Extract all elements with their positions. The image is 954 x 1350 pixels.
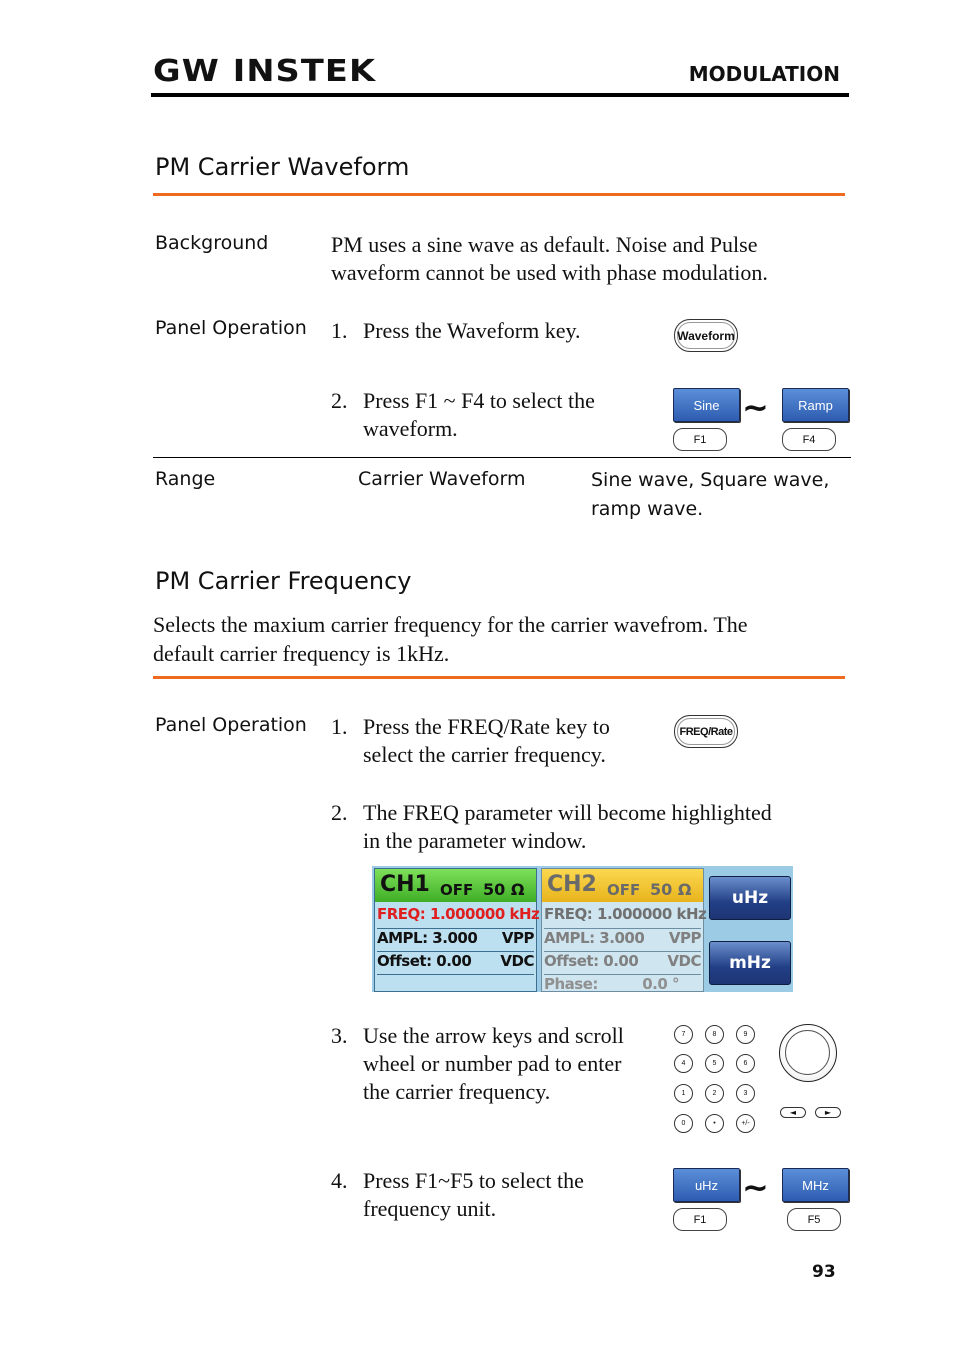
gw-instek-logo: GW INSTEK: [153, 54, 377, 89]
numpad-key-0[interactable]: 0: [674, 1114, 693, 1133]
ch1-header: [375, 869, 536, 902]
step-text: Press F1~F5 to select the: [363, 1168, 584, 1193]
numpad-key-sign[interactable]: +/-: [736, 1114, 755, 1133]
step-text: frequency unit.: [363, 1196, 497, 1221]
step-text: in the parameter window.: [363, 828, 587, 853]
step-text: waveform.: [363, 416, 458, 441]
range-value-line1: Sine wave, Square wave,: [591, 469, 830, 491]
range-value-line2: ramp wave.: [591, 498, 704, 520]
panel-operation-label: Panel Operation: [155, 317, 307, 339]
step-text: Press F1 ~ F4 to select the: [363, 388, 595, 413]
ch2-impedance: 50 Ω: [650, 880, 692, 899]
numpad-key-8[interactable]: 8: [705, 1025, 724, 1044]
step-number: 3.: [331, 1023, 348, 1048]
f1-key[interactable]: F1: [673, 428, 727, 451]
step-text: Press the FREQ/Rate key to: [363, 714, 610, 739]
ch2-label: CH2: [547, 872, 597, 897]
heading-rule: [153, 193, 845, 196]
heading-rule: [153, 676, 845, 679]
ch1-impedance: 50 Ω: [483, 880, 525, 899]
step-number: 1.: [331, 714, 348, 739]
section-heading-carrier-waveform: PM Carrier Waveform: [155, 153, 410, 181]
ch2-panel: [541, 868, 707, 993]
section-heading-carrier-frequency: PM Carrier Frequency: [155, 567, 412, 595]
step-number: 4.: [331, 1168, 348, 1193]
ch2-freq-row: FREQ: 1.000000 kHz: [544, 905, 707, 923]
ch2-ampl: AMPL: 3.000: [544, 929, 645, 947]
uhz-softkey[interactable]: uHz: [673, 1168, 740, 1202]
step-text: Press the Waveform key.: [363, 318, 581, 343]
ch2-ampl-unit: VPP: [668, 929, 701, 947]
numpad-key-3[interactable]: 3: [736, 1084, 755, 1103]
section-title: MODULATION: [688, 62, 840, 86]
mhz-softkey[interactable]: MHz: [782, 1168, 849, 1202]
step-number: 2.: [331, 388, 348, 413]
numpad-key-dot[interactable]: •: [705, 1114, 724, 1133]
panel-operation-label: Panel Operation: [155, 714, 307, 736]
right-arrow-key[interactable]: ►: [815, 1107, 841, 1118]
ch2-offset-row: [544, 951, 701, 974]
waveform-key[interactable]: Waveform: [674, 319, 738, 352]
scroll-wheel-inner: [785, 1030, 830, 1075]
ch2-offset-unit: VDC: [667, 952, 701, 970]
ch1-offset-unit: VDC: [500, 952, 534, 970]
intro-text-line1: Selects the maxium carrier frequency for the carrier wavefrom. The: [153, 612, 748, 637]
step-text: wheel or number pad to enter: [363, 1051, 622, 1076]
numpad-key-6[interactable]: 6: [736, 1054, 755, 1073]
f5-key[interactable]: F5: [787, 1208, 841, 1231]
ch2-header: [542, 869, 703, 902]
numpad-key-1[interactable]: 1: [674, 1084, 693, 1103]
f1-key[interactable]: F1: [673, 1208, 727, 1231]
background-text-line2: waveform cannot be used with phase modulation.: [331, 260, 768, 285]
ch2-phase: Phase:: [544, 975, 598, 993]
freq-rate-key[interactable]: FREQ/Rate: [674, 715, 738, 748]
intro-text-line2: default carrier frequency is 1kHz.: [153, 641, 450, 666]
ch1-ampl-unit: VPP: [501, 929, 534, 947]
tilde-separator: ~: [742, 1168, 769, 1206]
page-number: 93: [812, 1262, 836, 1282]
step-text: the carrier frequency.: [363, 1079, 551, 1104]
step-text: select the carrier frequency.: [363, 742, 606, 767]
uhz-lcd-button[interactable]: uHz: [709, 876, 791, 920]
background-label: Background: [155, 232, 269, 254]
mhz-lcd-button[interactable]: mHz: [709, 941, 791, 985]
range-label: Range: [155, 468, 216, 490]
scroll-wheel[interactable]: [779, 1024, 837, 1082]
numpad-key-2[interactable]: 2: [705, 1084, 724, 1103]
left-arrow-key[interactable]: ◄: [780, 1107, 806, 1118]
step-number: 1.: [331, 318, 348, 343]
numpad-key-4[interactable]: 4: [674, 1054, 693, 1073]
ch1-ampl-row: [377, 928, 534, 951]
ch1-offset-row: [377, 951, 534, 974]
ch2-offset: Offset: 0.00: [544, 952, 639, 970]
ch1-empty-row: [377, 974, 534, 997]
ch1-panel: [374, 868, 540, 992]
table-divider: [153, 457, 851, 458]
f4-key[interactable]: F4: [782, 428, 836, 451]
ch1-offset: Offset: 0.00: [377, 952, 472, 970]
ch2-phase-row: [544, 974, 701, 997]
numpad-key-9[interactable]: 9: [736, 1025, 755, 1044]
ramp-softkey[interactable]: Ramp: [782, 388, 849, 422]
ch1-label: CH1: [380, 872, 430, 897]
ch1-output-state: OFF: [440, 881, 474, 899]
ch1-freq-row: FREQ: 1.000000 kHz: [377, 905, 540, 923]
ch1-ampl: AMPL: 3.000: [377, 929, 478, 947]
step-text: The FREQ parameter will become highlighted: [363, 800, 772, 825]
ch2-phase-value: 0.0 °: [642, 975, 679, 993]
ch2-ampl-row: [544, 928, 701, 951]
tilde-separator: ~: [742, 388, 769, 426]
ch2-output-state: OFF: [607, 881, 641, 899]
numpad-key-7[interactable]: 7: [674, 1025, 693, 1044]
sine-softkey[interactable]: Sine: [673, 388, 740, 422]
step-number: 2.: [331, 800, 348, 825]
range-parameter: Carrier Waveform: [358, 468, 526, 490]
header-rule: [151, 93, 849, 97]
numpad-key-5[interactable]: 5: [705, 1054, 724, 1073]
background-text-line1: PM uses a sine wave as default. Noise and Pulse: [331, 232, 758, 257]
step-text: Use the arrow keys and scroll: [363, 1023, 624, 1048]
